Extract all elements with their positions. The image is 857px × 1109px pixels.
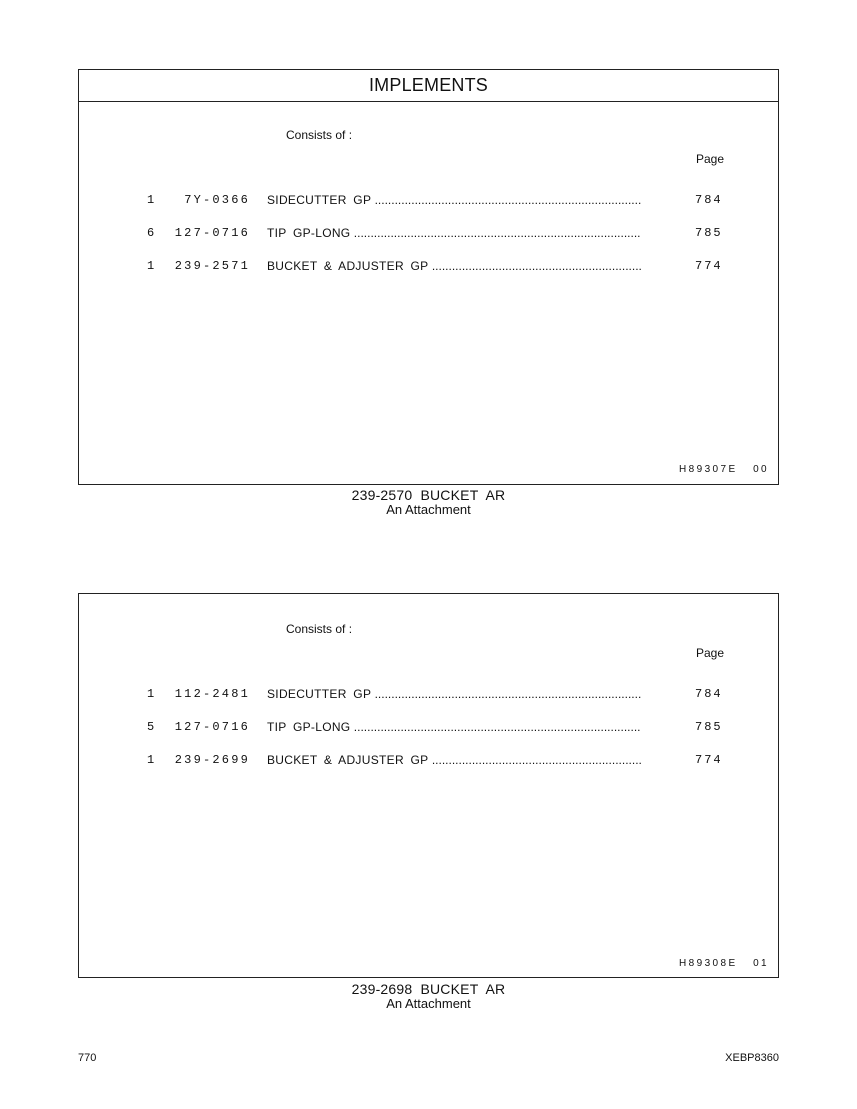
- page-reference: 774: [695, 753, 723, 767]
- part-description: SIDECUTTER GP .....: [267, 193, 641, 207]
- quantity: 6: [147, 226, 156, 240]
- panel-caption: [0, 981, 857, 1010]
- page-reference: 784: [695, 687, 723, 701]
- quantity: 1: [147, 193, 156, 207]
- parts-row: [79, 753, 778, 769]
- part-number: 7Y-0366: [184, 193, 250, 207]
- part-number: 239-2699: [174, 753, 250, 767]
- caption-subtitle: An Attachment: [386, 502, 471, 517]
- parts-panel-2: [78, 593, 779, 978]
- part-number: 127-0716: [174, 720, 250, 734]
- parts-row: [79, 687, 778, 703]
- panel-title: IMPLEMENTS: [79, 70, 778, 102]
- consists-of-label: Consists of :: [286, 622, 353, 636]
- caption-title: 239-2698 BUCKET AR: [351, 981, 506, 997]
- part-description: BUCKET & ADJUSTER GP .....: [267, 753, 641, 767]
- part-description: TIP GP-LONG .....: [267, 226, 641, 240]
- page-column-header: Page: [696, 152, 725, 166]
- drawing-code: H89308E 01: [679, 958, 769, 969]
- page-reference: 784: [695, 193, 723, 207]
- part-description: BUCKET & ADJUSTER GP .....: [267, 259, 641, 273]
- caption-title: 239-2570 BUCKET AR: [351, 487, 506, 503]
- page-reference: 785: [695, 720, 723, 734]
- part-description: SIDECUTTER GP .....: [267, 687, 641, 701]
- document-id: XEBP8360: [725, 1052, 779, 1064]
- part-number: 239-2571: [174, 259, 250, 273]
- drawing-code: H89307E 00: [679, 464, 769, 475]
- quantity: 5: [147, 720, 156, 734]
- parts-panel-1: [78, 69, 779, 485]
- parts-row: [79, 720, 778, 736]
- quantity: 1: [147, 259, 156, 273]
- caption-subtitle: An Attachment: [386, 996, 471, 1011]
- panel-caption: [0, 487, 857, 516]
- quantity: 1: [147, 687, 156, 701]
- part-number: 127-0716: [174, 226, 250, 240]
- page-number: 770: [78, 1052, 97, 1064]
- parts-row: [79, 226, 778, 242]
- part-number: 112-2481: [174, 687, 250, 701]
- page-reference: 785: [695, 226, 723, 240]
- consists-of-label: Consists of :: [286, 128, 353, 142]
- page-column-header: Page: [696, 646, 725, 660]
- parts-row: [79, 259, 778, 275]
- parts-row: [79, 193, 778, 209]
- part-description: TIP GP-LONG .....: [267, 720, 641, 734]
- quantity: 1: [147, 753, 156, 767]
- page-reference: 774: [695, 259, 723, 273]
